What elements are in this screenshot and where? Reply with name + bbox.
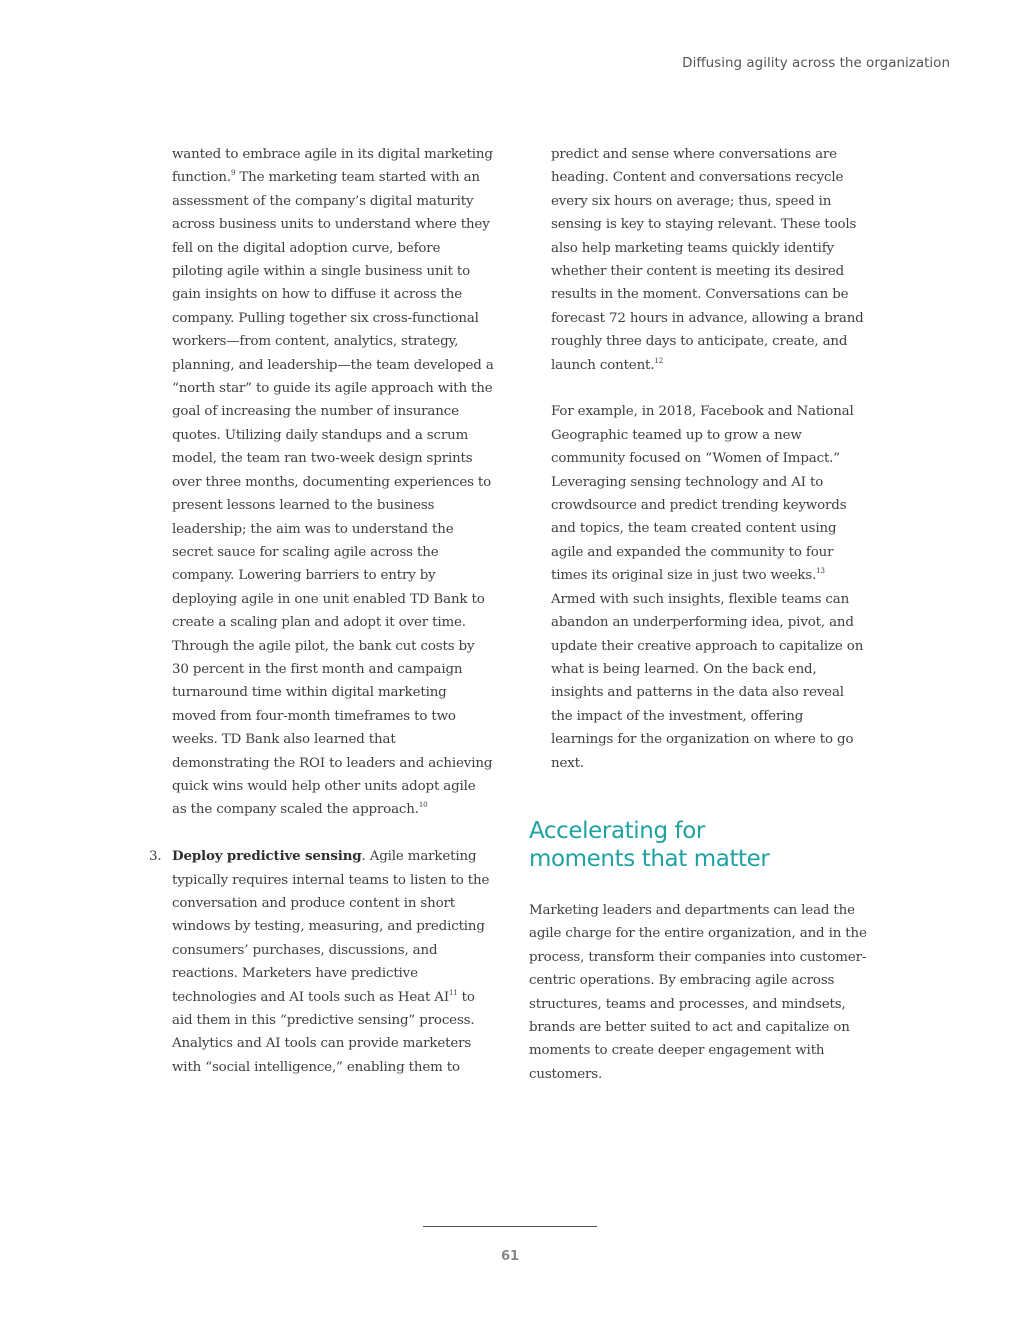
running-header: Diffusing agility across the organization bbox=[682, 55, 950, 71]
list-number: 3. bbox=[149, 849, 162, 865]
continued-list-text bbox=[529, 143, 869, 775]
body-paragraph bbox=[172, 143, 494, 822]
footnote-ref: 11 bbox=[448, 988, 458, 997]
heading-line: moments that matter bbox=[529, 845, 770, 872]
body-paragraph bbox=[551, 143, 869, 377]
footnote-ref: 9 bbox=[230, 169, 236, 178]
paragraph-text: wanted to embrace agile in its digital marketing function. bbox=[172, 147, 493, 186]
list-item-text: . Agile marketing typically requires internal teams to listen to the conversation and produce content in short windows by testing, measuring, and predicting consumers’ purchases, discussions, and reactions. Marketers have predictive technologies and AI tools such as Heat AI bbox=[172, 849, 490, 1005]
body-paragraph: Marketing leaders and departments can lead the agile charge for the entire organization, and in the process, transform their companies into customer-centric operations. By embracing agile across structures, teams and processes, and mindsets, brands are better suited to act and capitalize on moments to create deeper engagement with customers. bbox=[529, 902, 867, 1082]
left-column bbox=[149, 143, 494, 1079]
paragraph-text: The marketing team started with an assessment of the company’s digital maturity across business units to understand where they fell on the digital adoption curve, before piloting agile within a single business unit to gain insights on how to diffuse it across the company. Pulling together six cross-functional workers—from content, analytics, strategy, planning, and leadership—the team developed a “north star” to guide its agile approach with the goal of increasing the number of insurance quotes. Utilizing daily standups and a scrum model, the team ran two-week design sprints over three months, documenting experiences to present lessons learned to the business leadership; the aim was to understand the secret sauce for scaling agile across the company. Lowering barriers to entry by deploying agile in one unit enabled TD Bank to create a scaling plan and adopt it over time. Through the agile pilot, the bank cut costs by 30 percent in the first month and campaign turnaround time within digital marketing moved from four-month timeframes to two weeks. TD Bank also learned that demonstrating the ROI to leaders and achieving quick wins would help other units adopt agile as the company scaled the approach. bbox=[172, 170, 494, 818]
right-column bbox=[529, 143, 869, 1086]
section-heading bbox=[529, 817, 869, 873]
heading-line: Accelerating for bbox=[529, 817, 705, 844]
footnote-ref: 12 bbox=[654, 356, 664, 365]
page-number: 61 bbox=[500, 1249, 520, 1264]
footer-divider bbox=[423, 1226, 597, 1227]
list-item-text: to aid them in this “predictive sensing” process. Analytics and AI tools can provide marketers with “social intelligence,” enabling them to bbox=[172, 989, 475, 1075]
body-paragraph bbox=[551, 400, 869, 775]
list-item-lead: Deploy predictive sensing bbox=[172, 848, 362, 865]
paragraph-text: predict and sense where conversations are heading. Content and conversations recycle every six hours on average; thus, speed in sensing is key to staying relevant. These tools also help marketing teams quickly identify whether their content is meeting its desired results in the moment. Conversations can be forecast 72 hours in advance, allowing a brand roughly three days to anticipate, create, and launch content. bbox=[551, 147, 864, 373]
footnote-ref: 10 bbox=[418, 801, 428, 810]
footnote-ref: 13 bbox=[816, 567, 825, 576]
paragraph-text: For example, in 2018, Facebook and National Geographic teamed up to grow a new community focused on “Women of Impact.” Leveraging sensing technology and AI to crowdsource and predict trending keywords and topics, the team created content using agile and expanded the community to four times its original size in just two weeks. bbox=[551, 404, 854, 584]
paragraph-text: Armed with such insights, flexible teams can abandon an underperforming idea, pivot, and update their creative approach to capitalize on what is being learned. On the back end, insights and patterns in the data also reveal the impact of the investment, offering learnings for the organization on where to go next. bbox=[551, 591, 864, 771]
numbered-list-item bbox=[149, 845, 494, 1079]
